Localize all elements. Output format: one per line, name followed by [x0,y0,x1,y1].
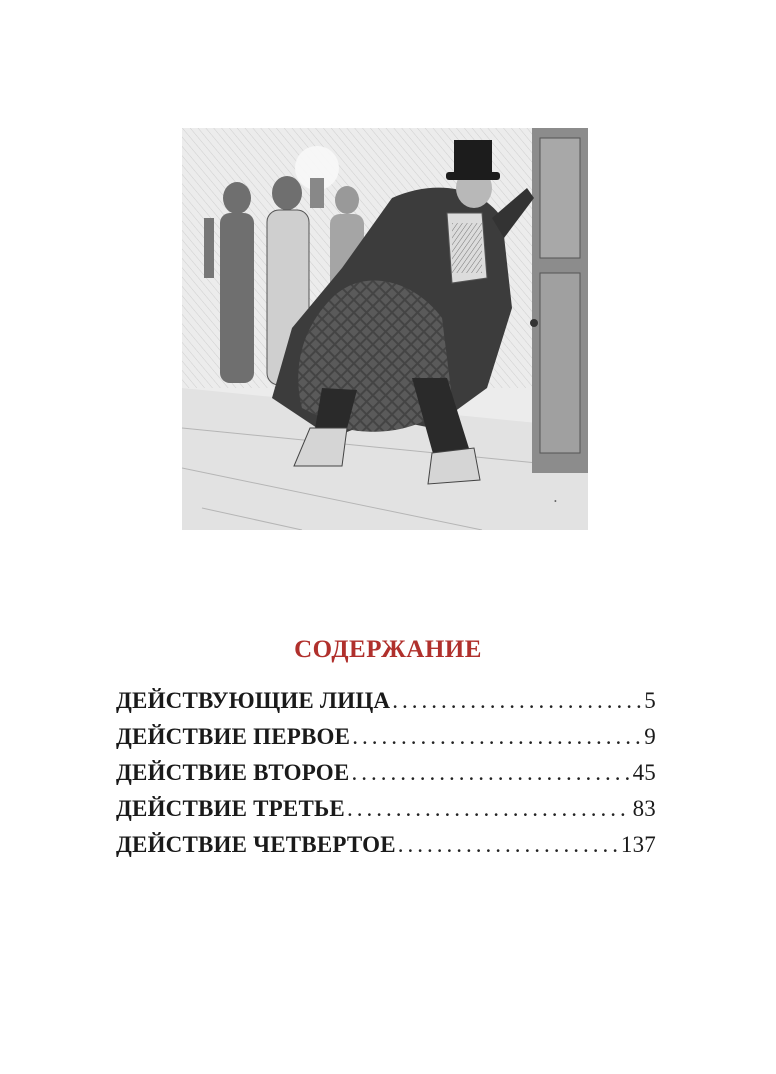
toc-leader-dots [398,832,619,858]
toc-entry[interactable] [116,688,656,724]
toc-entry-page: 83 [632,796,656,821]
toc-entry[interactable] [116,832,656,868]
toc-entry-page: 9 [644,724,656,749]
svg-text:•: • [554,497,557,506]
toc-entry-label: ДЕЙСТВИЕ ТРЕТЬЕ [116,796,345,821]
toc-title: СОДЕРЖАНИЕ [294,636,482,663]
illustration [182,128,588,530]
toc-entry-page: 137 [620,832,656,857]
table-of-contents [116,688,656,868]
toc-entry-label: ДЕЙСТВИЕ ПЕРВОЕ [116,724,351,749]
toc-leader-dots [347,796,631,822]
toc-entry-page: 5 [644,688,656,713]
toc-leader-dots [351,760,630,786]
toc-entry-label: ДЕЙСТВУЮЩИЕ ЛИЦА [116,688,391,713]
toc-entry[interactable] [116,796,656,832]
toc-leader-dots [352,724,642,750]
toc-entry-label: ДЕЙСТВИЕ ЧЕТВЕРТОЕ [116,832,396,857]
toc-entry[interactable] [116,724,656,760]
toc-entry-label: ДЕЙСТВИЕ ВТОРОЕ [116,760,350,785]
illustration-drawing [182,128,588,530]
toc-leader-dots [392,688,642,714]
toc-entry-page: 45 [632,760,656,785]
toc-entry[interactable] [116,760,656,796]
